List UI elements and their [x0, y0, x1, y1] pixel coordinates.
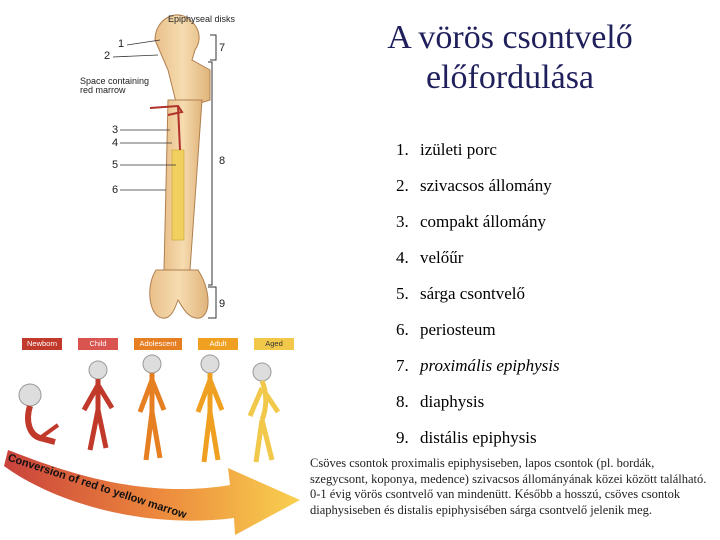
label-5: 5: [112, 159, 119, 171]
list-item: 3. compakt állomány: [396, 212, 547, 231]
skeleton-aged: [250, 363, 278, 462]
skeleton-adolescent: [140, 355, 164, 460]
yellow-marrow: [172, 150, 184, 240]
label-2: 2: [104, 50, 111, 62]
label-8: 8: [219, 155, 226, 167]
list-item: 7. proximális epiphysis: [396, 356, 560, 375]
label-3: 3: [112, 124, 119, 136]
skeleton-newborn: [19, 384, 58, 442]
page-title: A vörös csontvelő előfordulása: [387, 19, 633, 96]
space-label-2: red marrow: [80, 85, 126, 95]
list-item: 6. periosteum: [396, 320, 496, 339]
label-9: 9: [219, 298, 226, 310]
bone-parts-list: [396, 138, 560, 462]
list-item: 9. distális epiphysis: [396, 428, 537, 447]
skeleton-adult: [198, 355, 222, 462]
list-item: 8. diaphysis: [396, 392, 485, 411]
skeleton-child: [84, 361, 112, 450]
stage-child: Child: [78, 338, 118, 350]
conversion-arrow: [4, 450, 300, 535]
list-item: 1. izületi porc: [396, 140, 497, 159]
bracket-7: [210, 35, 216, 60]
label-6: 6: [112, 184, 119, 196]
list-item: 4. velőűr: [396, 248, 464, 267]
list-item: 5. sárga csontvelő: [396, 284, 525, 303]
arrow-caption: Conversion of red to yellow marrow: [6, 452, 188, 522]
label-1: 1: [118, 38, 125, 50]
label-7: 7: [219, 42, 226, 54]
bracket-9: [208, 287, 216, 318]
description-note: Csöves csontok proximalis epiphysiseben, lapos csontok (pl. bordák, szegycsont, koponya, medence) szivacsos állományának közei között található. 0-1 évig vörös csontvelő van mindenütt. Később a hosszú, csöves csontok diaphysiseben és distalis epiphysisében sárga csontvelő jelenik meg.: [310, 456, 707, 517]
label-4: 4: [112, 137, 119, 149]
stage-adult: Adult: [198, 338, 238, 350]
space-label-1: Space containing: [80, 76, 150, 86]
stage-newborn: Newborn: [22, 338, 62, 350]
femur-diagram: [60, 0, 310, 330]
stage-adolescent: Adolescent: [134, 338, 182, 350]
femur-distal: [150, 270, 208, 318]
epiphyseal-label: Epiphyseal disks: [168, 14, 236, 24]
list-item: 2. szivacsos állomány: [396, 176, 552, 195]
stage-aged: Aged: [254, 338, 294, 350]
femur-head: [155, 15, 210, 110]
